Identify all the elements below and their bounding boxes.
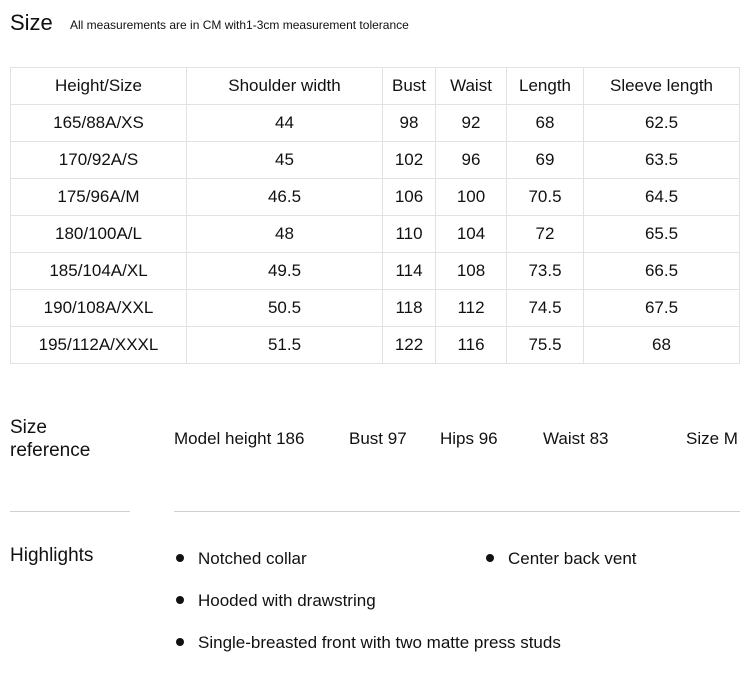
bullet-icon	[176, 638, 184, 646]
table-cell: 68	[584, 327, 740, 364]
table-cell: 122	[383, 327, 436, 364]
table-cell: 66.5	[584, 253, 740, 290]
highlight-item	[176, 633, 561, 653]
bullet-icon	[486, 554, 494, 562]
page-title: Size	[10, 10, 53, 35]
table-row	[11, 327, 740, 364]
size-reference-label	[10, 416, 90, 462]
highlight-item	[176, 591, 376, 611]
highlight-text: Hooded with drawstring	[198, 591, 376, 610]
table-cell: 50.5	[187, 290, 383, 327]
divider-right	[174, 511, 740, 512]
table-row	[11, 179, 740, 216]
highlight-text: Center back vent	[508, 549, 637, 568]
table-cell: 69	[507, 142, 584, 179]
measurement-note: All measurements are in CM with1-3cm measurement tolerance	[70, 18, 409, 32]
column-header: Length	[507, 68, 584, 105]
highlight-text: Notched collar	[198, 549, 307, 568]
table-row	[11, 290, 740, 327]
table-cell: 75.5	[507, 327, 584, 364]
table-cell: 48	[187, 216, 383, 253]
table-cell: 110	[383, 216, 436, 253]
model-waist: Waist 83	[543, 429, 609, 448]
column-header: Sleeve length	[584, 68, 740, 105]
table-cell: 106	[383, 179, 436, 216]
size-reference-label-line2: reference	[10, 440, 91, 461]
table-cell: 96	[436, 142, 507, 179]
table-cell: 190/108A/XXL	[11, 290, 187, 327]
table-cell: 45	[187, 142, 383, 179]
table-cell: 114	[383, 253, 436, 290]
table-cell: 63.5	[584, 142, 740, 179]
table-cell: 74.5	[507, 290, 584, 327]
table-cell: 180/100A/L	[11, 216, 187, 253]
highlight-item	[176, 549, 307, 569]
column-header: Waist	[436, 68, 507, 105]
model-height: Model height 186	[174, 429, 305, 448]
table-cell: 175/96A/M	[11, 179, 187, 216]
table-cell: 118	[383, 290, 436, 327]
table-cell: 68	[507, 105, 584, 142]
table-cell: 62.5	[584, 105, 740, 142]
bullet-icon	[176, 554, 184, 562]
table-cell: 195/112A/XXXL	[11, 327, 187, 364]
table-cell: 49.5	[187, 253, 383, 290]
column-header: Bust	[383, 68, 436, 105]
highlights-label: Highlights	[10, 545, 94, 566]
size-table	[10, 67, 740, 364]
size-reference-label-line1: Size	[10, 417, 47, 438]
table-cell: 170/92A/S	[11, 142, 187, 179]
table-cell: 70.5	[507, 179, 584, 216]
table-cell: 165/88A/XS	[11, 105, 187, 142]
table-cell: 65.5	[584, 216, 740, 253]
table-cell: 73.5	[507, 253, 584, 290]
table-cell: 185/104A/XL	[11, 253, 187, 290]
table-row	[11, 105, 740, 142]
model-size: Size M	[686, 429, 738, 448]
divider-left	[10, 511, 130, 512]
table-cell: 116	[436, 327, 507, 364]
model-hips: Hips 96	[440, 429, 498, 448]
table-cell: 104	[436, 216, 507, 253]
bullet-icon	[176, 596, 184, 604]
table-cell: 72	[507, 216, 584, 253]
column-header: Shoulder width	[187, 68, 383, 105]
highlight-item	[486, 549, 637, 569]
table-cell: 67.5	[584, 290, 740, 327]
table-header-row	[11, 68, 740, 105]
table-cell: 64.5	[584, 179, 740, 216]
highlight-text: Single-breasted front with two matte press studs	[198, 633, 561, 652]
table-cell: 44	[187, 105, 383, 142]
table-cell: 100	[436, 179, 507, 216]
table-row	[11, 216, 740, 253]
table-cell: 92	[436, 105, 507, 142]
table-row	[11, 253, 740, 290]
column-header: Height/Size	[11, 68, 187, 105]
table-cell: 46.5	[187, 179, 383, 216]
table-cell: 108	[436, 253, 507, 290]
model-bust: Bust 97	[349, 429, 407, 448]
size-table-body	[11, 105, 740, 364]
table-cell: 112	[436, 290, 507, 327]
table-row	[11, 142, 740, 179]
table-cell: 51.5	[187, 327, 383, 364]
table-cell: 102	[383, 142, 436, 179]
table-cell: 98	[383, 105, 436, 142]
